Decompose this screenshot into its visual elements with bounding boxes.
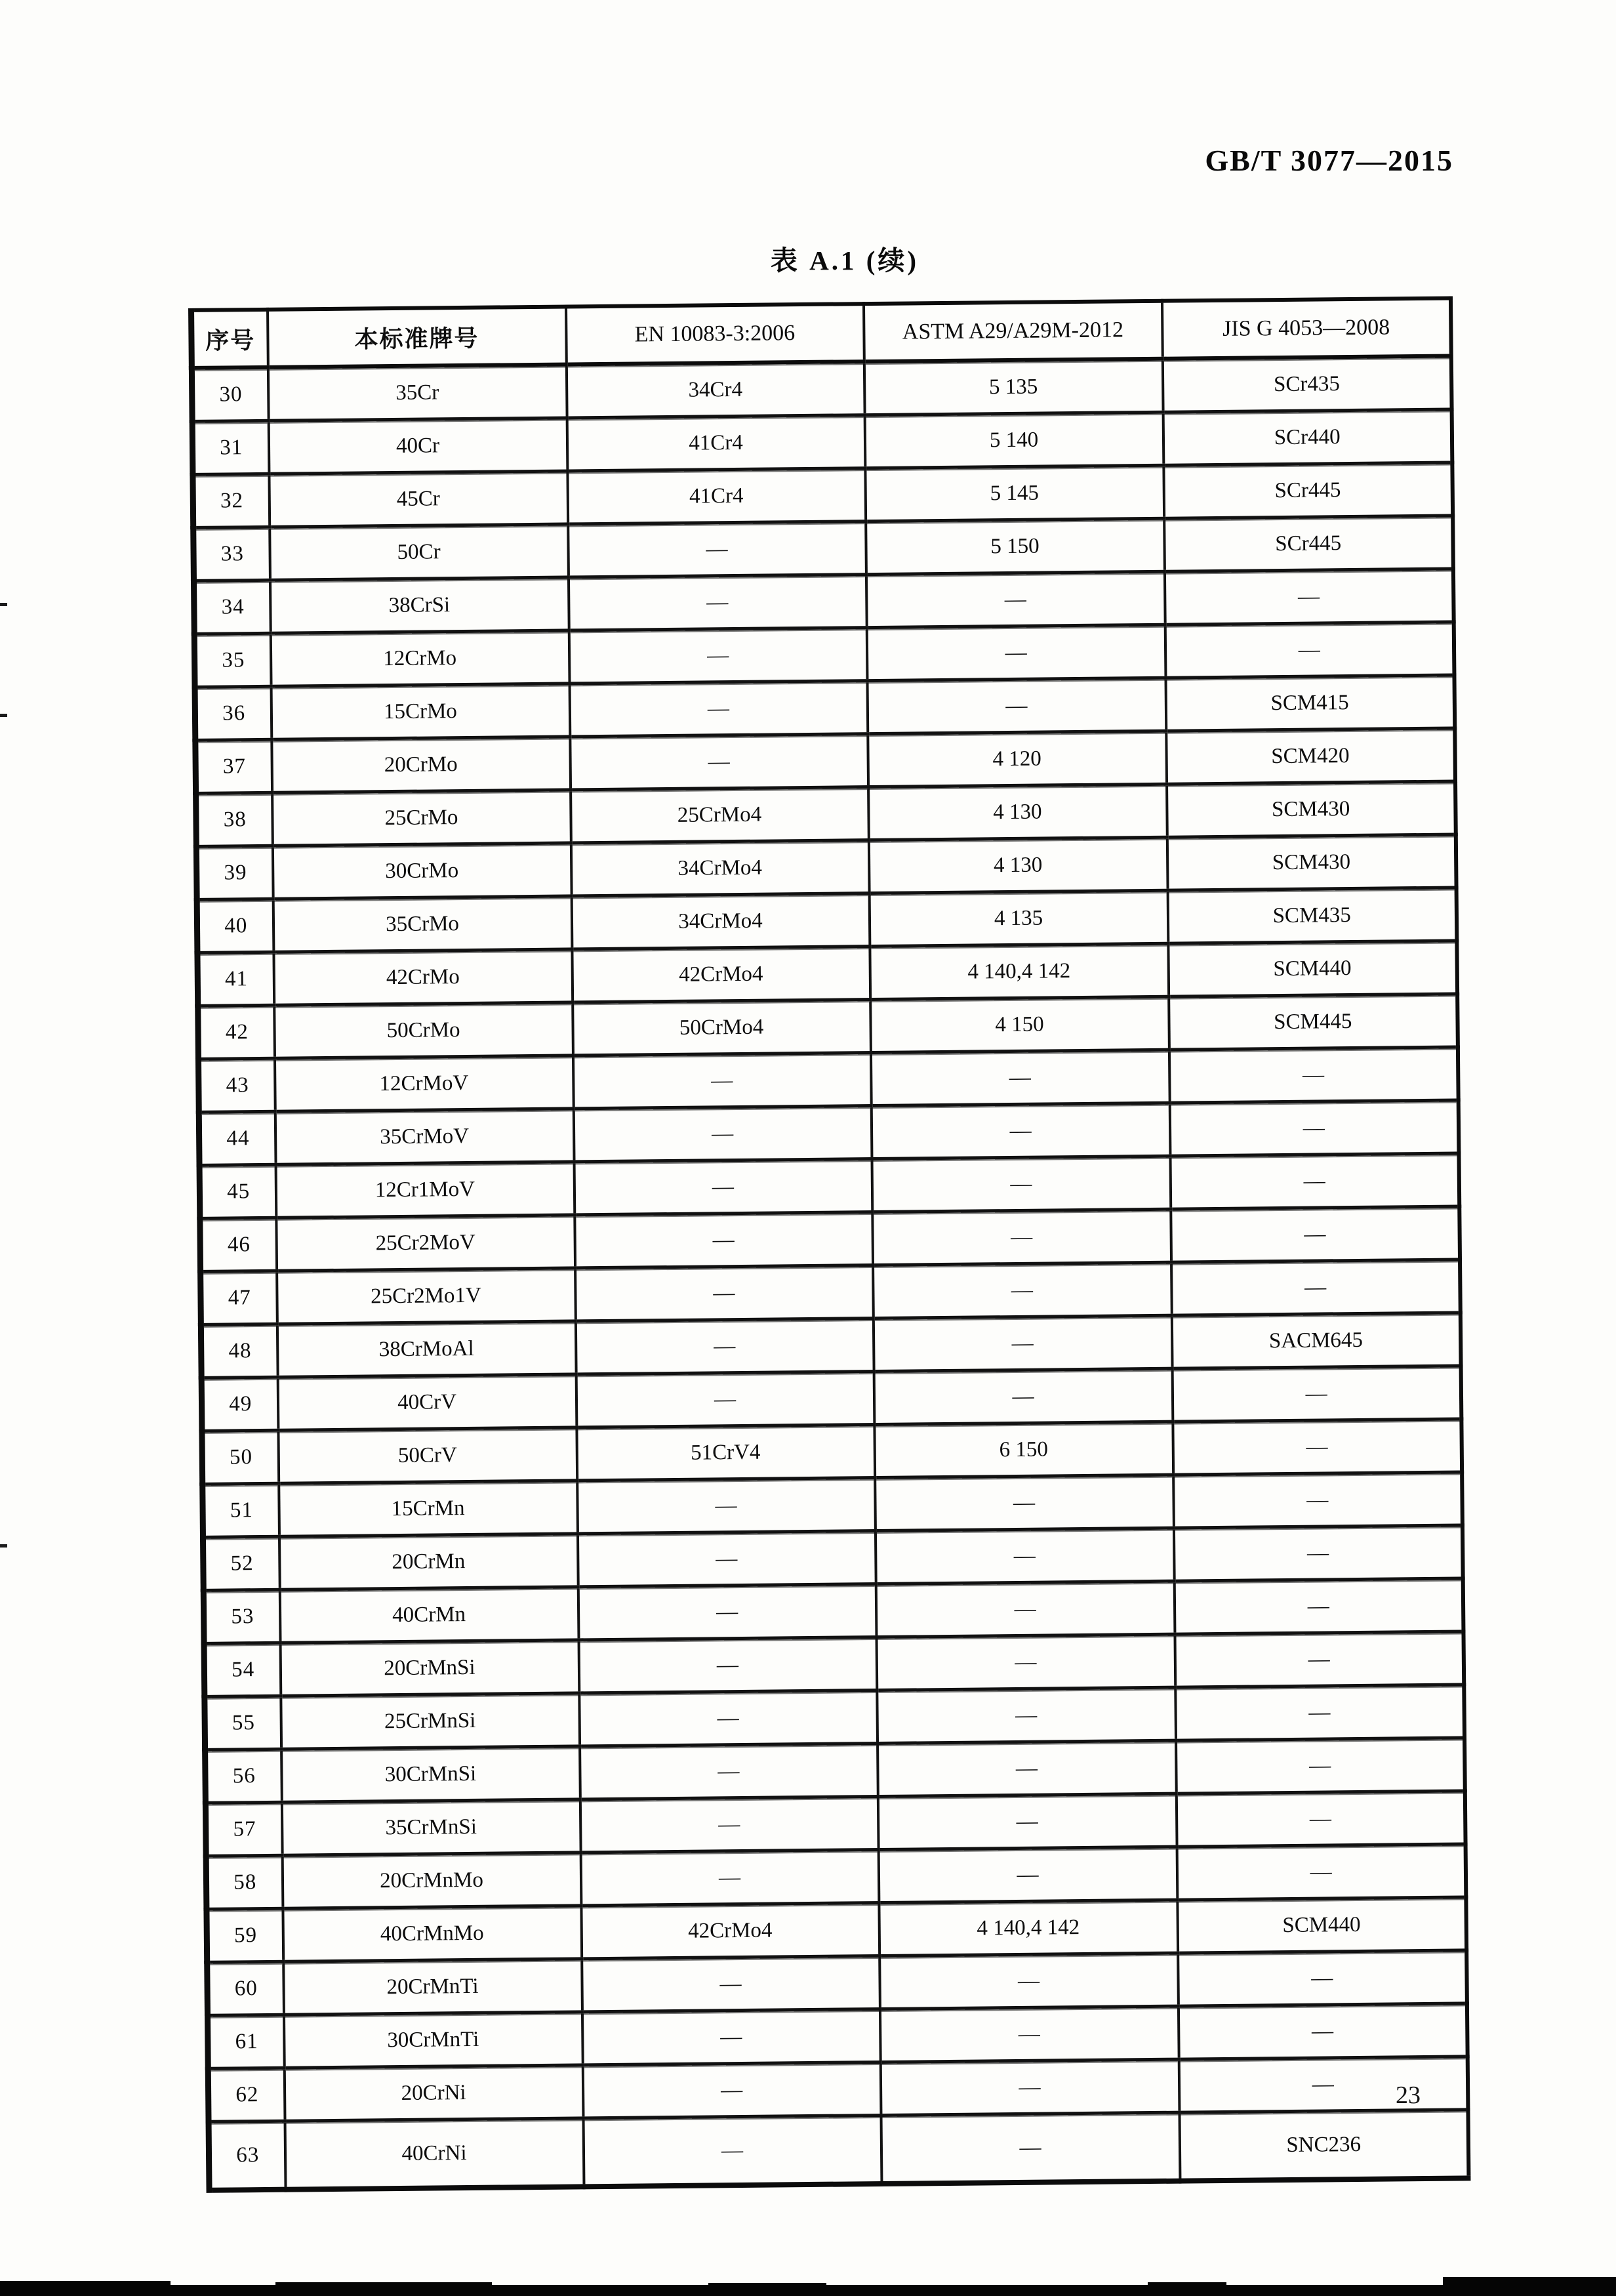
cell-astm: — bbox=[877, 1687, 1176, 1743]
cell-index: 53 bbox=[203, 1589, 280, 1643]
cell-index: 59 bbox=[207, 1908, 283, 1962]
cell-jis: SCr445 bbox=[1164, 516, 1453, 571]
cell-index: 56 bbox=[205, 1749, 282, 1803]
cell-astm: — bbox=[878, 1847, 1177, 1902]
cell-astm: 4 130 bbox=[868, 784, 1167, 840]
cell-index: 62 bbox=[208, 2068, 285, 2122]
cell-jis: — bbox=[1173, 1472, 1463, 1528]
cell-jis: — bbox=[1178, 2003, 1467, 2059]
cell-index: 41 bbox=[197, 952, 274, 1006]
cell-astm: — bbox=[870, 1050, 1169, 1105]
header-cell-jis: JIS G 4053—2008 bbox=[1162, 298, 1451, 359]
cell-astm: — bbox=[881, 2112, 1180, 2184]
cell-jis: — bbox=[1172, 1366, 1461, 1422]
cell-index: 46 bbox=[200, 1218, 277, 1271]
cell-index: 42 bbox=[198, 1005, 275, 1059]
cell-jis: SCM420 bbox=[1166, 728, 1455, 784]
cell-en: — bbox=[568, 522, 866, 577]
scan-margin-tick bbox=[0, 1544, 7, 1548]
cell-astm: 6 150 bbox=[874, 1422, 1173, 1477]
cell-jis: — bbox=[1164, 569, 1453, 625]
cell-standard-grade: 40CrMn bbox=[279, 1587, 578, 1643]
cell-astm: — bbox=[873, 1315, 1172, 1371]
cell-jis: — bbox=[1171, 1260, 1461, 1315]
cell-astm: — bbox=[871, 1103, 1170, 1158]
cell-standard-grade: 25CrMnSi bbox=[281, 1693, 580, 1749]
scan-margin-tick bbox=[0, 603, 7, 606]
cell-en: — bbox=[577, 1531, 876, 1587]
cell-index: 30 bbox=[192, 367, 268, 422]
cell-en: — bbox=[580, 1744, 878, 1799]
table-row bbox=[209, 2110, 1468, 2190]
cell-standard-grade: 20CrNi bbox=[284, 2065, 583, 2121]
cell-astm: — bbox=[878, 1740, 1177, 1796]
cell-standard-grade: 30CrMo bbox=[272, 843, 571, 899]
cell-en: — bbox=[569, 681, 868, 737]
cell-en: — bbox=[574, 1159, 872, 1215]
cell-astm: — bbox=[879, 2006, 1179, 2062]
cell-index: 34 bbox=[193, 580, 270, 634]
cell-astm: 5 145 bbox=[865, 465, 1164, 521]
cell-jis: — bbox=[1173, 1419, 1462, 1475]
cell-astm: 4 135 bbox=[869, 890, 1168, 946]
cell-jis: — bbox=[1169, 1047, 1458, 1103]
cell-index: 40 bbox=[197, 899, 273, 953]
cell-index: 43 bbox=[198, 1058, 275, 1112]
cell-astm: 4 140,4 142 bbox=[879, 1900, 1178, 1956]
cell-astm: — bbox=[879, 1953, 1179, 2009]
cell-astm: — bbox=[872, 1156, 1171, 1212]
cell-astm: — bbox=[875, 1528, 1174, 1584]
cell-astm: — bbox=[878, 1794, 1177, 1849]
cell-index: 33 bbox=[193, 527, 270, 581]
cell-standard-grade: 38CrSi bbox=[270, 577, 569, 633]
cell-en: — bbox=[582, 2009, 880, 2064]
cell-astm: — bbox=[873, 1262, 1172, 1318]
cell-en: — bbox=[570, 734, 868, 790]
cell-standard-grade: 35CrMo bbox=[273, 896, 572, 952]
table-title: 表 A.1 (续) bbox=[770, 245, 919, 276]
scan-bottom-bar bbox=[0, 2285, 1616, 2296]
cell-jis: SCM440 bbox=[1177, 1897, 1466, 1953]
cell-astm: 4 140,4 142 bbox=[870, 943, 1169, 999]
cell-en: 50CrMo4 bbox=[573, 1000, 871, 1056]
header-cell-standard-grade: 本标准牌号 bbox=[268, 306, 567, 367]
cell-jis: SCr435 bbox=[1162, 356, 1451, 413]
cell-en: — bbox=[579, 1691, 878, 1746]
header-cell-index: 序号 bbox=[192, 310, 268, 368]
scan-bottom-bar-chip bbox=[1148, 2282, 1226, 2286]
cell-en: — bbox=[576, 1372, 874, 1427]
cell-en: 34CrMo4 bbox=[571, 893, 870, 949]
cell-astm: — bbox=[874, 1368, 1173, 1424]
cell-astm: 5 150 bbox=[866, 518, 1165, 574]
cell-jis: — bbox=[1173, 1525, 1463, 1581]
cell-en: — bbox=[582, 1956, 880, 2012]
cell-jis: — bbox=[1177, 1844, 1466, 1900]
cell-index: 49 bbox=[201, 1377, 278, 1431]
cell-en: — bbox=[573, 1106, 872, 1162]
cell-index: 50 bbox=[202, 1430, 279, 1484]
scan-bottom-bar-chip bbox=[708, 2283, 826, 2286]
cell-index: 32 bbox=[193, 474, 270, 527]
cell-index: 37 bbox=[195, 739, 272, 793]
cell-index: 48 bbox=[201, 1324, 277, 1378]
cell-jis: SCM430 bbox=[1167, 781, 1456, 837]
cell-index: 52 bbox=[203, 1536, 279, 1590]
cell-en: — bbox=[575, 1265, 874, 1321]
cell-standard-grade: 20CrMnMo bbox=[282, 1853, 581, 1908]
cell-jis: SCM445 bbox=[1169, 994, 1458, 1050]
cell-standard-grade: 50CrMo bbox=[274, 1002, 573, 1058]
cell-standard-grade: 40CrMnMo bbox=[283, 1906, 582, 1961]
scan-margin-tick bbox=[0, 714, 7, 717]
cell-en: 25CrMo4 bbox=[571, 787, 869, 843]
cell-standard-grade: 20CrMnTi bbox=[283, 1959, 582, 2015]
cell-jis: SCM440 bbox=[1168, 941, 1457, 996]
cell-en: — bbox=[578, 1637, 877, 1693]
cell-jis: — bbox=[1174, 1578, 1463, 1634]
cell-astm: 4 150 bbox=[870, 996, 1169, 1052]
cell-index: 61 bbox=[207, 2015, 284, 2068]
cell-index: 60 bbox=[207, 1961, 284, 2015]
doc-code: GB/T 3077—2015 bbox=[1205, 144, 1453, 177]
page-number: 23 bbox=[1396, 2081, 1421, 2109]
cell-standard-grade: 35CrMoV bbox=[275, 1109, 574, 1164]
cell-standard-grade: 40Cr bbox=[268, 418, 567, 474]
cell-standard-grade: 20CrMo bbox=[272, 737, 571, 792]
header-cell-en: EN 10083-3:2006 bbox=[566, 304, 864, 364]
cell-en: — bbox=[583, 2115, 881, 2186]
cell-en: 42CrMo4 bbox=[572, 947, 870, 1002]
cell-jis: SCM430 bbox=[1167, 834, 1456, 890]
cell-astm: 5 140 bbox=[864, 412, 1163, 468]
cell-en: — bbox=[573, 1053, 871, 1109]
cell-en: — bbox=[575, 1319, 874, 1374]
cell-standard-grade: 25Cr2MoV bbox=[276, 1215, 575, 1271]
cell-jis: SCr445 bbox=[1163, 462, 1453, 518]
cell-standard-grade: 30CrMnTi bbox=[283, 2012, 582, 2068]
cell-standard-grade: 40CrNi bbox=[285, 2118, 584, 2190]
cell-standard-grade: 20CrMn bbox=[279, 1534, 578, 1589]
cell-jis: — bbox=[1169, 1100, 1459, 1156]
cell-index: 44 bbox=[199, 1111, 275, 1165]
table-body bbox=[192, 356, 1468, 2190]
cell-index: 38 bbox=[196, 792, 273, 846]
cell-en: 51CrV4 bbox=[576, 1425, 875, 1481]
cell-jis: — bbox=[1176, 1791, 1465, 1847]
cell-standard-grade: 15CrMn bbox=[279, 1481, 578, 1536]
cell-en: — bbox=[580, 1850, 879, 1906]
cell-standard-grade: 20CrMnSi bbox=[280, 1640, 579, 1696]
cell-standard-grade: 50Cr bbox=[270, 524, 569, 580]
cell-astm: — bbox=[866, 625, 1165, 680]
scan-bottom-bar-chip bbox=[0, 2281, 171, 2286]
header-cell-astm: ASTM A29/A29M-2012 bbox=[863, 301, 1162, 361]
cell-standard-grade: 30CrMnSi bbox=[281, 1746, 580, 1802]
cell-en: 42CrMo4 bbox=[581, 1903, 879, 1959]
cell-jis: — bbox=[1170, 1153, 1459, 1209]
cell-standard-grade: 25Cr2Mo1V bbox=[277, 1268, 576, 1324]
cell-astm: — bbox=[876, 1634, 1175, 1690]
cell-jis: SCM415 bbox=[1165, 675, 1455, 731]
cell-standard-grade: 12CrMoV bbox=[274, 1056, 573, 1111]
cell-jis: — bbox=[1171, 1206, 1460, 1262]
cell-en: — bbox=[577, 1478, 876, 1534]
cell-astm: — bbox=[872, 1209, 1171, 1265]
cell-standard-grade: 40CrV bbox=[277, 1374, 576, 1430]
cell-astm: — bbox=[867, 678, 1166, 733]
cell-standard-grade: 35Cr bbox=[268, 364, 567, 420]
cell-index: 57 bbox=[205, 1802, 282, 1856]
cell-standard-grade: 15CrMo bbox=[271, 684, 570, 739]
cell-astm: 5 135 bbox=[864, 359, 1163, 415]
cell-index: 54 bbox=[204, 1643, 281, 1696]
cell-jis: SCr440 bbox=[1163, 409, 1452, 465]
cell-index: 63 bbox=[209, 2121, 285, 2190]
cell-index: 31 bbox=[192, 420, 269, 474]
cell-astm: 4 130 bbox=[868, 837, 1167, 893]
cell-astm: — bbox=[876, 1581, 1175, 1637]
cell-en: — bbox=[568, 575, 866, 630]
cell-en: 41Cr4 bbox=[567, 415, 865, 471]
cell-jis: — bbox=[1165, 622, 1454, 678]
cell-index: 36 bbox=[195, 686, 272, 740]
cell-index: 47 bbox=[201, 1271, 277, 1324]
cell-standard-grade: 12CrMo bbox=[270, 630, 569, 686]
cell-index: 45 bbox=[199, 1164, 276, 1218]
scan-bottom-bar-chip bbox=[1443, 2277, 1616, 2286]
cell-en: — bbox=[578, 1584, 876, 1640]
cell-astm: — bbox=[880, 2059, 1179, 2115]
steel-grade-equivalence-table bbox=[188, 296, 1470, 2192]
cell-en: — bbox=[582, 2062, 881, 2118]
table-container bbox=[188, 296, 1470, 2192]
cell-jis: — bbox=[1178, 1950, 1467, 2006]
cell-index: 35 bbox=[194, 633, 271, 687]
cell-standard-grade: 25CrMo bbox=[272, 790, 571, 846]
scan-bottom-bar-chip bbox=[275, 2282, 492, 2286]
cell-standard-grade: 45Cr bbox=[269, 471, 568, 527]
cell-en: — bbox=[575, 1212, 873, 1268]
cell-jis: SACM645 bbox=[1171, 1313, 1461, 1368]
cell-en: — bbox=[580, 1797, 878, 1853]
cell-standard-grade: 38CrMoAl bbox=[277, 1321, 576, 1377]
cell-en: 41Cr4 bbox=[567, 468, 866, 524]
cell-jis: SNC236 bbox=[1179, 2110, 1468, 2181]
cell-jis: — bbox=[1175, 1631, 1464, 1687]
cell-astm: 4 120 bbox=[868, 731, 1167, 787]
cell-en: 34CrMo4 bbox=[571, 840, 869, 896]
cell-jis: SCM435 bbox=[1167, 888, 1457, 943]
cell-jis: — bbox=[1175, 1685, 1465, 1740]
cell-astm: — bbox=[875, 1475, 1174, 1530]
cell-index: 58 bbox=[206, 1855, 283, 1909]
cell-en: — bbox=[569, 628, 867, 684]
cell-standard-grade: 12Cr1MoV bbox=[275, 1162, 575, 1218]
cell-jis: — bbox=[1176, 1738, 1465, 1794]
cell-index: 55 bbox=[205, 1696, 281, 1750]
cell-jis: — bbox=[1179, 2057, 1468, 2112]
cell-astm: — bbox=[866, 571, 1165, 627]
cell-en: 34Cr4 bbox=[566, 361, 864, 418]
cell-standard-grade: 35CrMnSi bbox=[281, 1799, 580, 1855]
cell-standard-grade: 42CrMo bbox=[273, 949, 573, 1005]
cell-index: 39 bbox=[196, 846, 273, 899]
cell-index: 51 bbox=[203, 1483, 279, 1537]
cell-standard-grade: 50CrV bbox=[278, 1427, 577, 1483]
